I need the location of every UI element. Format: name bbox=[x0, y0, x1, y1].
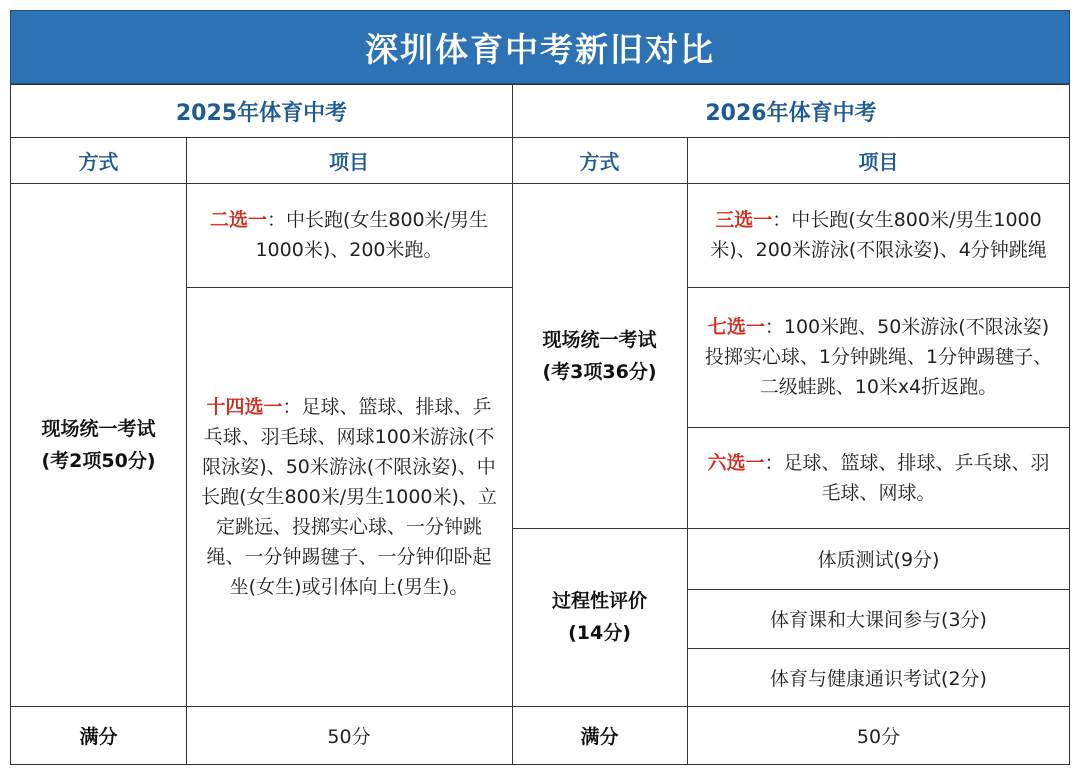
year-2026-header: 2026年体育中考 bbox=[705, 100, 877, 126]
right-item1-tag: 三选一 bbox=[715, 209, 773, 231]
year-2025-header: 2025年体育中考 bbox=[175, 100, 348, 126]
right-method1-line1: 现场统一考试 bbox=[542, 328, 657, 351]
rule-eval-divider-2 bbox=[687, 648, 1069, 649]
rule-eval-divider-1 bbox=[687, 589, 1069, 590]
right-method1-line2: (考3项36分) bbox=[542, 360, 657, 383]
comparison-table bbox=[10, 84, 1070, 765]
right-method2-cell bbox=[512, 528, 687, 706]
rule-left-items-divider bbox=[186, 287, 512, 288]
right-full-score-label: 满分 bbox=[580, 725, 619, 748]
left-items-header: 项目 bbox=[329, 149, 369, 174]
right-full-score-value: 50分 bbox=[856, 725, 901, 748]
left-method-cell bbox=[11, 183, 186, 706]
title-bar bbox=[10, 10, 1070, 84]
rule-right-section-divider bbox=[512, 528, 1069, 529]
right-method-header: 方式 bbox=[579, 149, 620, 174]
right-item2-tag: 七选一 bbox=[707, 316, 765, 338]
right-item3-tag: 六选一 bbox=[707, 451, 765, 474]
left-item2-tag: 十四选一 bbox=[206, 395, 283, 418]
rule-right-items-divider-1 bbox=[687, 287, 1069, 288]
left-item-choose-two bbox=[186, 183, 512, 287]
rule-center-divider bbox=[512, 85, 513, 764]
left-item1-text: ：中长跑(女生800米/男生1000米)、200米跑。 bbox=[255, 209, 489, 261]
right-item3-text: ：足球、篮球、排球、乒乓球、羽毛球、网球。 bbox=[764, 451, 1050, 504]
left-method-header: 方式 bbox=[78, 149, 119, 174]
right-method2-line2: (14分) bbox=[568, 622, 631, 644]
rule-under-year-headers bbox=[11, 137, 1069, 138]
rule-right-method-col bbox=[687, 137, 688, 764]
left-full-score-value: 50分 bbox=[327, 725, 371, 748]
rule-right-items-divider-2 bbox=[687, 427, 1069, 428]
rule-left-method-col bbox=[186, 137, 187, 764]
rule-under-column-headers bbox=[11, 183, 1069, 184]
right-item2-text: ：100米跑、50米游泳(不限泳姿) 投掷实心球、1分钟跳绳、1分钟踢毽子、二级蛙跳、10米x4折返跑。 bbox=[704, 316, 1053, 398]
left-item2-text: ：足球、篮球、排球、乒乓球、羽毛球、网球100米游泳(不限泳姿)、50米游泳(不限泳姿)、中长跑(女生800米/男生1000米)、立定跳远、投掷实心球、一分钟跳绳、一分钟踢毽子、一分钟仰卧起坐(女生)或引体向上(男生)。 bbox=[201, 395, 497, 598]
left-item-choose-fourteen bbox=[186, 287, 512, 706]
right-item-choose-six bbox=[687, 427, 1070, 528]
eval-item-knowledge-exam: 体育与健康通识考试(2分) bbox=[770, 667, 987, 690]
eval-item-participation: 体育课和大课间参与(3分) bbox=[770, 609, 987, 631]
rule-above-full-score bbox=[11, 706, 1069, 707]
right-method1-cell bbox=[512, 183, 687, 528]
right-items-header: 项目 bbox=[858, 149, 899, 174]
eval-item-fitness: 体质测试(9分) bbox=[817, 549, 940, 571]
left-method-line2: (考2项50分) bbox=[41, 449, 156, 472]
left-method-line1: 现场统一考试 bbox=[41, 417, 156, 440]
right-method2-line1: 过程性评价 bbox=[551, 590, 647, 612]
right-item1-text: ：中长跑(女生800米/男生1000米)、200米游泳(不限泳姿)、4分钟跳绳 bbox=[710, 209, 1047, 261]
left-full-score-label: 满分 bbox=[79, 725, 118, 748]
left-item1-tag: 二选一 bbox=[209, 209, 267, 231]
page-title: 深圳体育中考新旧对比 bbox=[365, 29, 715, 69]
right-item-choose-three bbox=[687, 183, 1070, 287]
right-item-choose-seven bbox=[687, 287, 1070, 427]
